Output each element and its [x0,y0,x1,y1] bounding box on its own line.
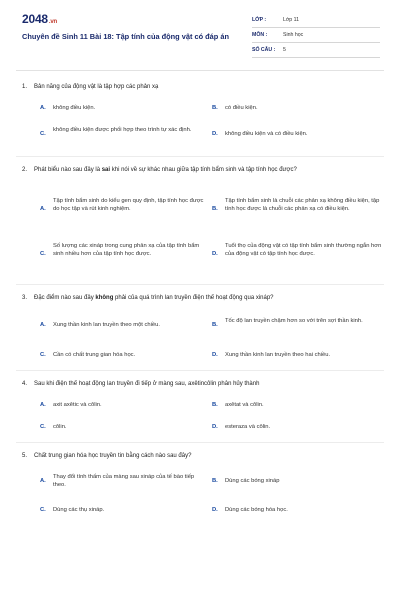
question-stem [34,294,379,303]
question-divider [16,156,384,157]
option-text: Tốc độ lan truyền chậm hơn so với trên sợi thần kinh. [225,318,363,324]
question-divider [16,284,384,285]
option-letter: B. [212,402,218,408]
meta-key: MÔN : [252,32,268,38]
option-text: Dùng các thụ xináp. [53,507,105,513]
question-stem: Chất trung gian hóa học truyền tin bằng cách nào sau đây? [34,453,192,459]
logo-suffix: .vn [48,19,57,25]
question-number: 3. [22,295,28,301]
option-letter: D. [212,131,218,137]
meta-row-class [252,14,380,28]
option-text: không điều kiện và có điều kiện. [225,131,308,137]
question-divider [16,370,384,371]
document-title: Chuyên đề Sinh 11 Bài 18: Tập tính của động vật có đáp án [22,32,229,41]
option-text: Xung thần kinh lan truyền theo hai chiều. [225,352,331,358]
option-text: Cần có chất trung gian hóa học. [53,352,136,358]
option-text: axit axêtic và côlin. [53,402,102,408]
option-text: côlin. [53,424,67,430]
meta-key: SỐ CÂU : [252,47,276,53]
site-logo[interactable] [22,12,57,26]
option-letter: D. [212,251,218,257]
option-text: có điều kiện. [225,105,258,111]
stem-emphasis: không [95,295,114,301]
option-letter: B. [212,105,218,111]
question-divider [16,442,384,443]
option-text: axêtat và côlin. [225,402,264,408]
question-number: 2. [22,167,28,173]
stem-text: khi nói về sự khác nhau giữa tập tính bẩm sinh và tập tính học được? [110,167,297,173]
meta-row-count [252,44,380,58]
option-letter: C. [40,507,46,513]
option-text: không điều kiện được phối hợp theo trình tự xác định. [53,127,192,133]
option-letter: A. [40,322,46,328]
meta-row-subject [252,29,380,43]
stem-text: Đặc điểm nào sau đây [34,295,96,301]
option-text: Tập tính bẩm sinh do kiểu gen quy định, tập tính học được do học tập và rút kinh nghiệm. [53,198,204,212]
meta-value: Sinh học [283,32,304,38]
question-stem: Sau khi điện thế hoạt động lan truyền đi tiếp ở màng sau, axêtincôlin phân hủy thành [34,381,260,387]
option-letter: C. [40,131,46,137]
option-text: Dùng các bóng hóa học. [225,507,288,513]
option-text: Số lượng các xináp trong cung phản xạ của tập tính bẩm sinh nhiều hơn của tập tính học được. [53,243,200,257]
option-text: Tập tính bẩm sinh là chuỗi các phản xạ không điều kiện, tập tính học được là chuỗi các phản xạ có điều kiện. [225,198,380,212]
option-letter: A. [40,105,46,111]
option-text: esteraza và côlin. [225,424,271,430]
option-letter: D. [212,424,218,430]
option-letter: C. [40,424,46,430]
option-text: Tuổi thọ của động vật có tập tính bẩm sinh thường ngắn hơn của động vật có tập tính học được. [225,243,382,257]
meta-key: LỚP : [252,17,267,23]
logo-text: 2048 [22,12,48,26]
option-letter: B. [212,206,218,212]
option-letter: C. [40,352,46,358]
question-stem: Bản năng của động vật là tập hợp các phản xạ [34,84,159,90]
meta-value: Lớp 11 [283,17,299,23]
option-text: Thay đổi tính thấm của màng sau xináp của tế bào tiếp theo. [53,474,195,488]
meta-value: 5 [283,47,286,53]
question-number: 5. [22,453,28,459]
option-letter: A. [40,478,46,484]
option-letter: D. [212,507,218,513]
option-letter: A. [40,206,46,212]
question-stem [34,166,379,175]
option-letter: B. [212,478,218,484]
stem-emphasis: sai [101,167,111,173]
page-header [0,0,400,66]
header-divider [16,70,384,71]
option-text: Xung thần kinh lan truyền theo một chiều. [53,322,160,328]
option-text: Dùng các bóng xináp [225,478,280,484]
option-letter: D. [212,352,218,358]
question-number: 4. [22,381,28,387]
option-letter: A. [40,402,46,408]
question-number: 1. [22,84,28,90]
stem-text: phải của quá trình lan truyền điện thế hoạt động qua xináp? [113,295,274,301]
option-letter: C. [40,251,46,257]
stem-text: Phát biểu nào sau đây là [34,167,102,173]
option-letter: B. [212,322,218,328]
option-text: không điều kiện. [53,105,96,111]
